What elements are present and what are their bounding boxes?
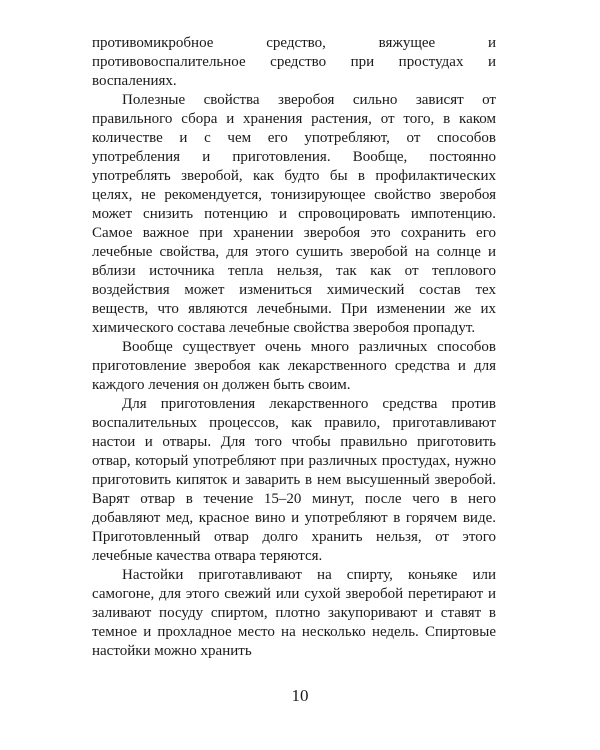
paragraph-tinctures: Настойки приготавливают на спирту, коньяке или самогоне, для этого свежий или сухой зверобой перетирают и заливают посуду спиртом, плотно закупоривают и ставят в темное и прохладное место на несколько недель. Спиртовые настойки можно хранить xyxy=(92,567,496,659)
page-number: 10 xyxy=(291,686,309,705)
paragraph-preparation-methods: Вообще существует очень много различных способов приготовление зверобоя как лекарственного средства и для каждого лечения он должен быть своим. xyxy=(92,339,496,393)
paragraph-continuation: противомикробное средство, вяжущее и противовоспалительное средство при простудах и воспалениях. xyxy=(92,35,496,89)
paragraph-decoction: Для приготовления лекарственного средства против воспалительных процессов, как правило, приготавливают настои и отвары. Для того чтобы правильно приготовить отвар, который употребляют при различных простудах, нужно приготовить кипяток и заварить в нем высушенный зверобой. Варят отвар в течение 15–20 минут, после чего в него добавляют мед, красное вино и употребляют в горячем виде. Приготовленный отвар долго хранить нельзя, от этого лечебные качества отвара теряются. xyxy=(92,396,496,564)
paragraph-properties: Полезные свойства зверобоя сильно зависят от правильного сбора и хранения растения, от того, в каком количестве и с чем его употребляют, от способов употребления и приготовления. Вообще, постоянно употреблять зверобой, как будто бы в профилактических целях, не рекомендуется, тонизирующее свойство зверобоя может снизить потенцию и спровоцировать импотенцию. Самое важное при хранении зверобоя это сохранить его лечебные свойства, для этого сушить зверобой на солнце и вблизи источника тепла нельзя, так как от теплового воздействия может измениться химический состав тех веществ, что являются лечебными. При изменении же их химического состава лечебные свойства зверобоя пропадут. xyxy=(92,92,496,336)
body-text xyxy=(92,34,496,661)
